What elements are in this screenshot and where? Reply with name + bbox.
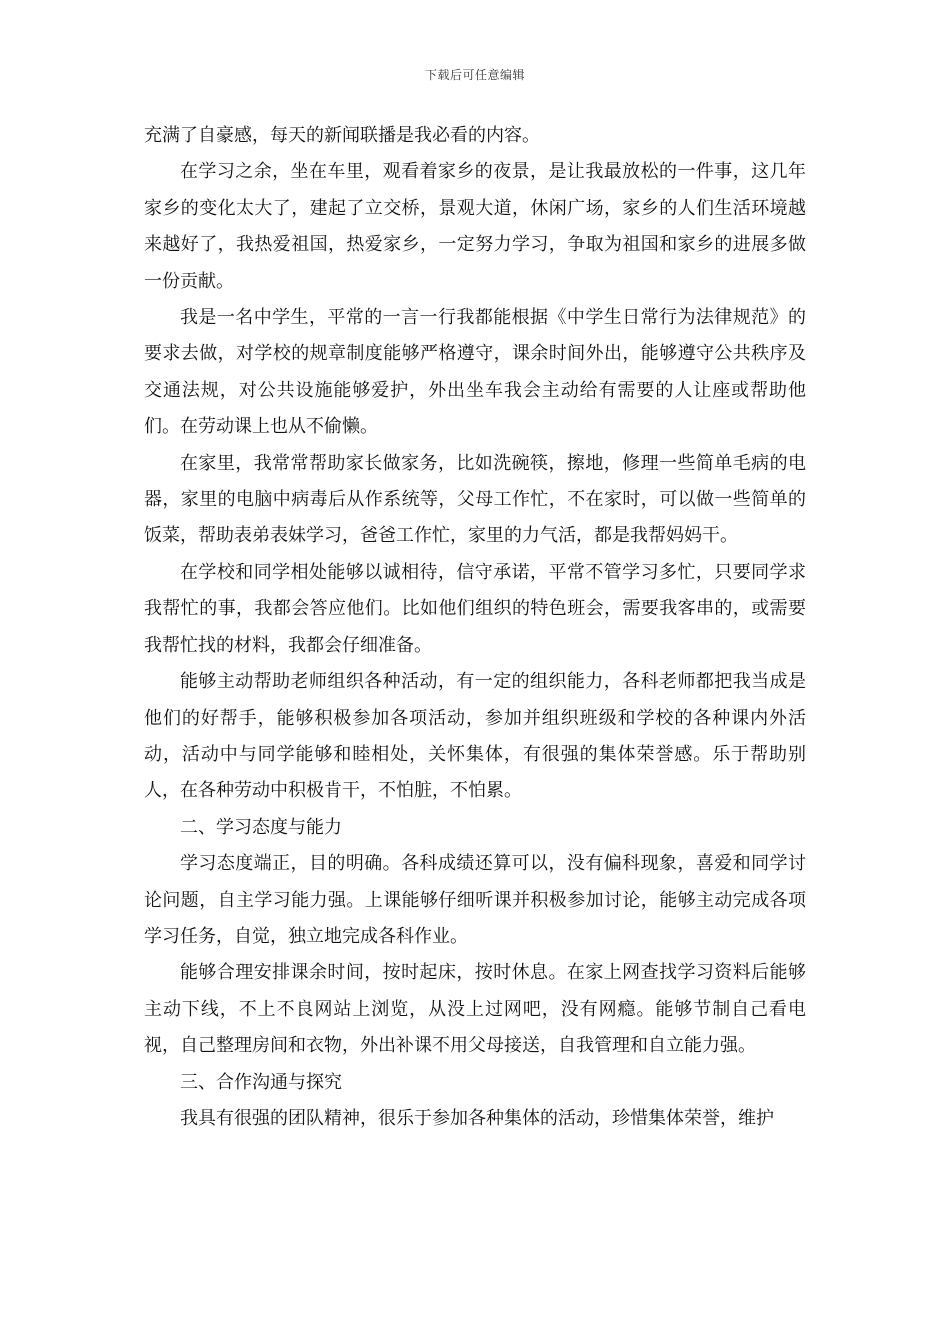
paragraph-6: 能够主动帮助老师组织各种活动，有一定的组织能力，各科老师都把我当成是他们的好帮手，能够积极参加各项活动，参加并组织班级和学校的各种课内外活动，活动中与同学能够和睦相处，关怀集体，有很强的集体荣誉感。乐于帮助别人，在各种劳动中积极肯干，不怕脏，不怕累。 bbox=[144, 671, 806, 802]
section-heading-3: 三、合作沟通与探究 bbox=[180, 1071, 342, 1093]
paragraph-2: 在学习之余，坐在车里，观看着家乡的夜景，是让我最放松的一件事，这几年家乡的变化太大了，建起了立交桥，景观大道，休闲广场，家乡的人们生活环境越来越好了，我热爱祖国，热爱家乡，一定努力学习，争取为祖国和家乡的进展多做一份贡献。 bbox=[144, 161, 806, 292]
section-heading-2: 二、学习态度与能力 bbox=[180, 816, 342, 838]
page-header: 下载后可任意编辑 bbox=[424, 68, 525, 82]
paragraph-7: 学习态度端正，目的明确。各科成绩还算可以，没有偏科现象，喜爱和同学讨论问题，自主学习能力强。上课能够仔细听课并积极参加讨论，能够主动完成各项学习任务，自觉，独立地完成各科作业。 bbox=[144, 853, 806, 947]
paragraph-5: 在学校和同学相处能够以诚相待，信守承诺，平常不管学习多忙，只要同学求我帮忙的事，我都会答应他们。比如他们组织的特色班会，需要我客串的，或需要我帮忙找的材料，我都会仔细准备。 bbox=[144, 561, 806, 656]
paragraph-1: 充满了自豪感，每天的新闻联播是我必看的内容。 bbox=[144, 125, 540, 146]
paragraph-4: 在家里，我常常帮助家长做家务，比如洗碗筷，擦地，修理一些简单毛病的电器，家里的电脑中病毒后从作系统等，父母工作忙，不在家时，可以做一些简单的饭菜，帮助表弟表妹学习，爸爸工作忙，家里的力气活，都是我帮妈妈干。 bbox=[144, 452, 806, 547]
paragraph-3: 我是一名中学生，平常的一言一行我都能根据《中学生日常行为法律规范》的要求去做，对学校的规章制度能够严格遵守，课余时间外出，能够遵守公共秩序及交通法规，对公共设施能够爱护，外出坐车我会主动给有需要的人让座或帮助他们。在劳动课上也从不偷懒。 bbox=[144, 307, 806, 438]
document-body bbox=[144, 118, 806, 1137]
paragraph-9: 我具有很强的团队精神，很乐于参加各种集体的活动，珍惜集体荣誉，维护 bbox=[180, 1107, 774, 1129]
paragraph-8: 能够合理安排课余时间，按时起床，按时休息。在家上网查找学习资料后能够主动下线，不上不良网站上浏览，从没上过网吧，没有网瘾。能够节制自己看电视，自己整理房间和衣物，外出补课不用父母接送，自我管理和自立能力强。 bbox=[144, 962, 806, 1057]
